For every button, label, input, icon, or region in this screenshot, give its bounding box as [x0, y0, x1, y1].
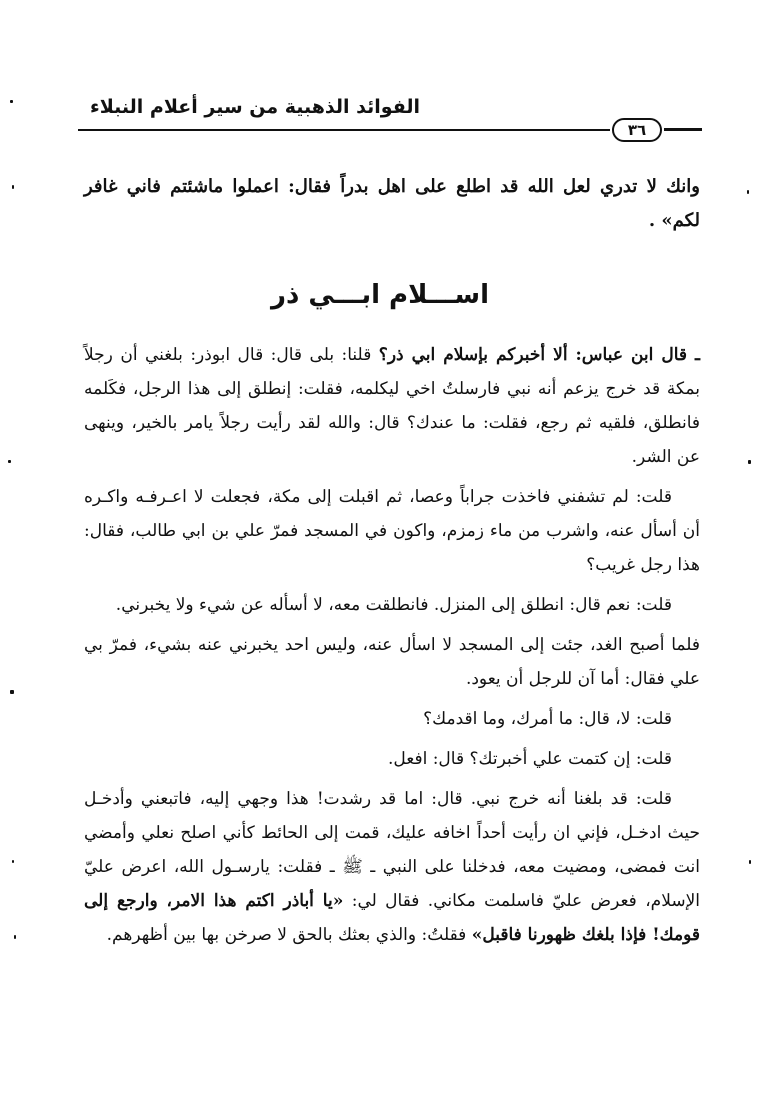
intro-paragraph: وانك لا تدري لعل الله قد اطلع على اهل بدراً فقال: اعملوا ماشئتم فاني غافر لكم» . [84, 176, 700, 231]
paragraph-1-text: قلنا: بلى قال: قال ابوذر: بلغني أن رجلاً بمكة قد خرج يزعم أنه نبي فارسلتُ اخي ليكلمه، فقلت: إنطلق إلى هذا الرجل، فكَلمه فانطلق، فلقيه ثم رجع، فقلت: ما عندك؟ قال: والله لقد رأيت رجلاً يامر بالخير، وينهى عن الشر. [84, 345, 700, 467]
scan-speck [12, 860, 14, 863]
scan-speck [10, 690, 14, 694]
paragraph-7 [84, 782, 700, 952]
paragraph-7-quote: «يا أباذر اكتم هذا الامر، وارجع إلى قومك! فإذا بلغك ظهورنا فاقبل» [84, 891, 700, 945]
scan-speck [12, 185, 14, 189]
paragraph-1 [84, 338, 700, 474]
paragraph-5: قلت: لا، قال: ما أمرك، وما اقدمك؟ [423, 709, 672, 729]
scan-speck [749, 860, 751, 864]
running-header-title: الفوائد الذهبية من سير أعلام النبلاء [90, 96, 421, 118]
scan-speck [748, 460, 751, 464]
scan-speck [10, 100, 13, 103]
scan-speck [8, 460, 11, 463]
paragraph-6: قلت: إن كتمت علي أخبرتك؟ قال: افعل. [387, 749, 672, 769]
paragraph-1-lead: ـ قال ابن عباس: ألا أخبركم بإسلام ابي ذر؟ [378, 345, 700, 365]
paragraph-7-text: قلت: قد بلغنا أنه خرج نبي. قال: اما قد رشدت! هذا وجهي إليه، فاتبعني وأدخـل حيث ادخـل، فإني ان رأيت أحداً اخافه عليك، قمت إلى الحائط كأني اصلح نعلي وأمضي انت فمضى، ومضيت معه، فدخلنا على النبي ـ ﷺ ـ فقلت: يارسـول الله، اعرض عليّ الإسلام، فعرض عليّ فاسلمت مكاني. فقال لي: [84, 789, 701, 911]
page-number-dash [664, 128, 702, 131]
paragraph-7-tail: فقلتُ: والذي بعثك بالحق لا صرخن بها بين أظهرهم. [106, 925, 472, 945]
page-number: ٣٦ [612, 118, 662, 142]
paragraph-4: فلما أصبح الغد، جئت إلى المسجد لا اسأل عنه، وليس احد يخبرني عنه بشيء، فمرّ بي علي فقال: أما آن للرجل أن يعود. [84, 635, 700, 689]
body-text [84, 338, 700, 958]
paragraph-3: قلت: نعم قال: انطلق إلى المنزل. فانطلقت معه، لا أسأله عن شيء ولا يخبرني. [115, 595, 672, 615]
header-rule [78, 129, 610, 131]
page-number-badge [606, 118, 702, 140]
scan-speck [14, 935, 16, 939]
paragraph-2: قلت: لم تشفني فاخذت جراباً وعصا، ثم اقبلت إلى مكة، فجعلت لا اعـرفـه واكـره أن أسأل عنه، واشرب من ماء زمزم، واكون في المسجد فمرّ علي بن ابي طالب، فقال: هذا رجل غريب؟ [84, 487, 700, 575]
section-title: اســـلام ابـــي ذر [271, 280, 489, 310]
scan-speck [747, 190, 749, 194]
